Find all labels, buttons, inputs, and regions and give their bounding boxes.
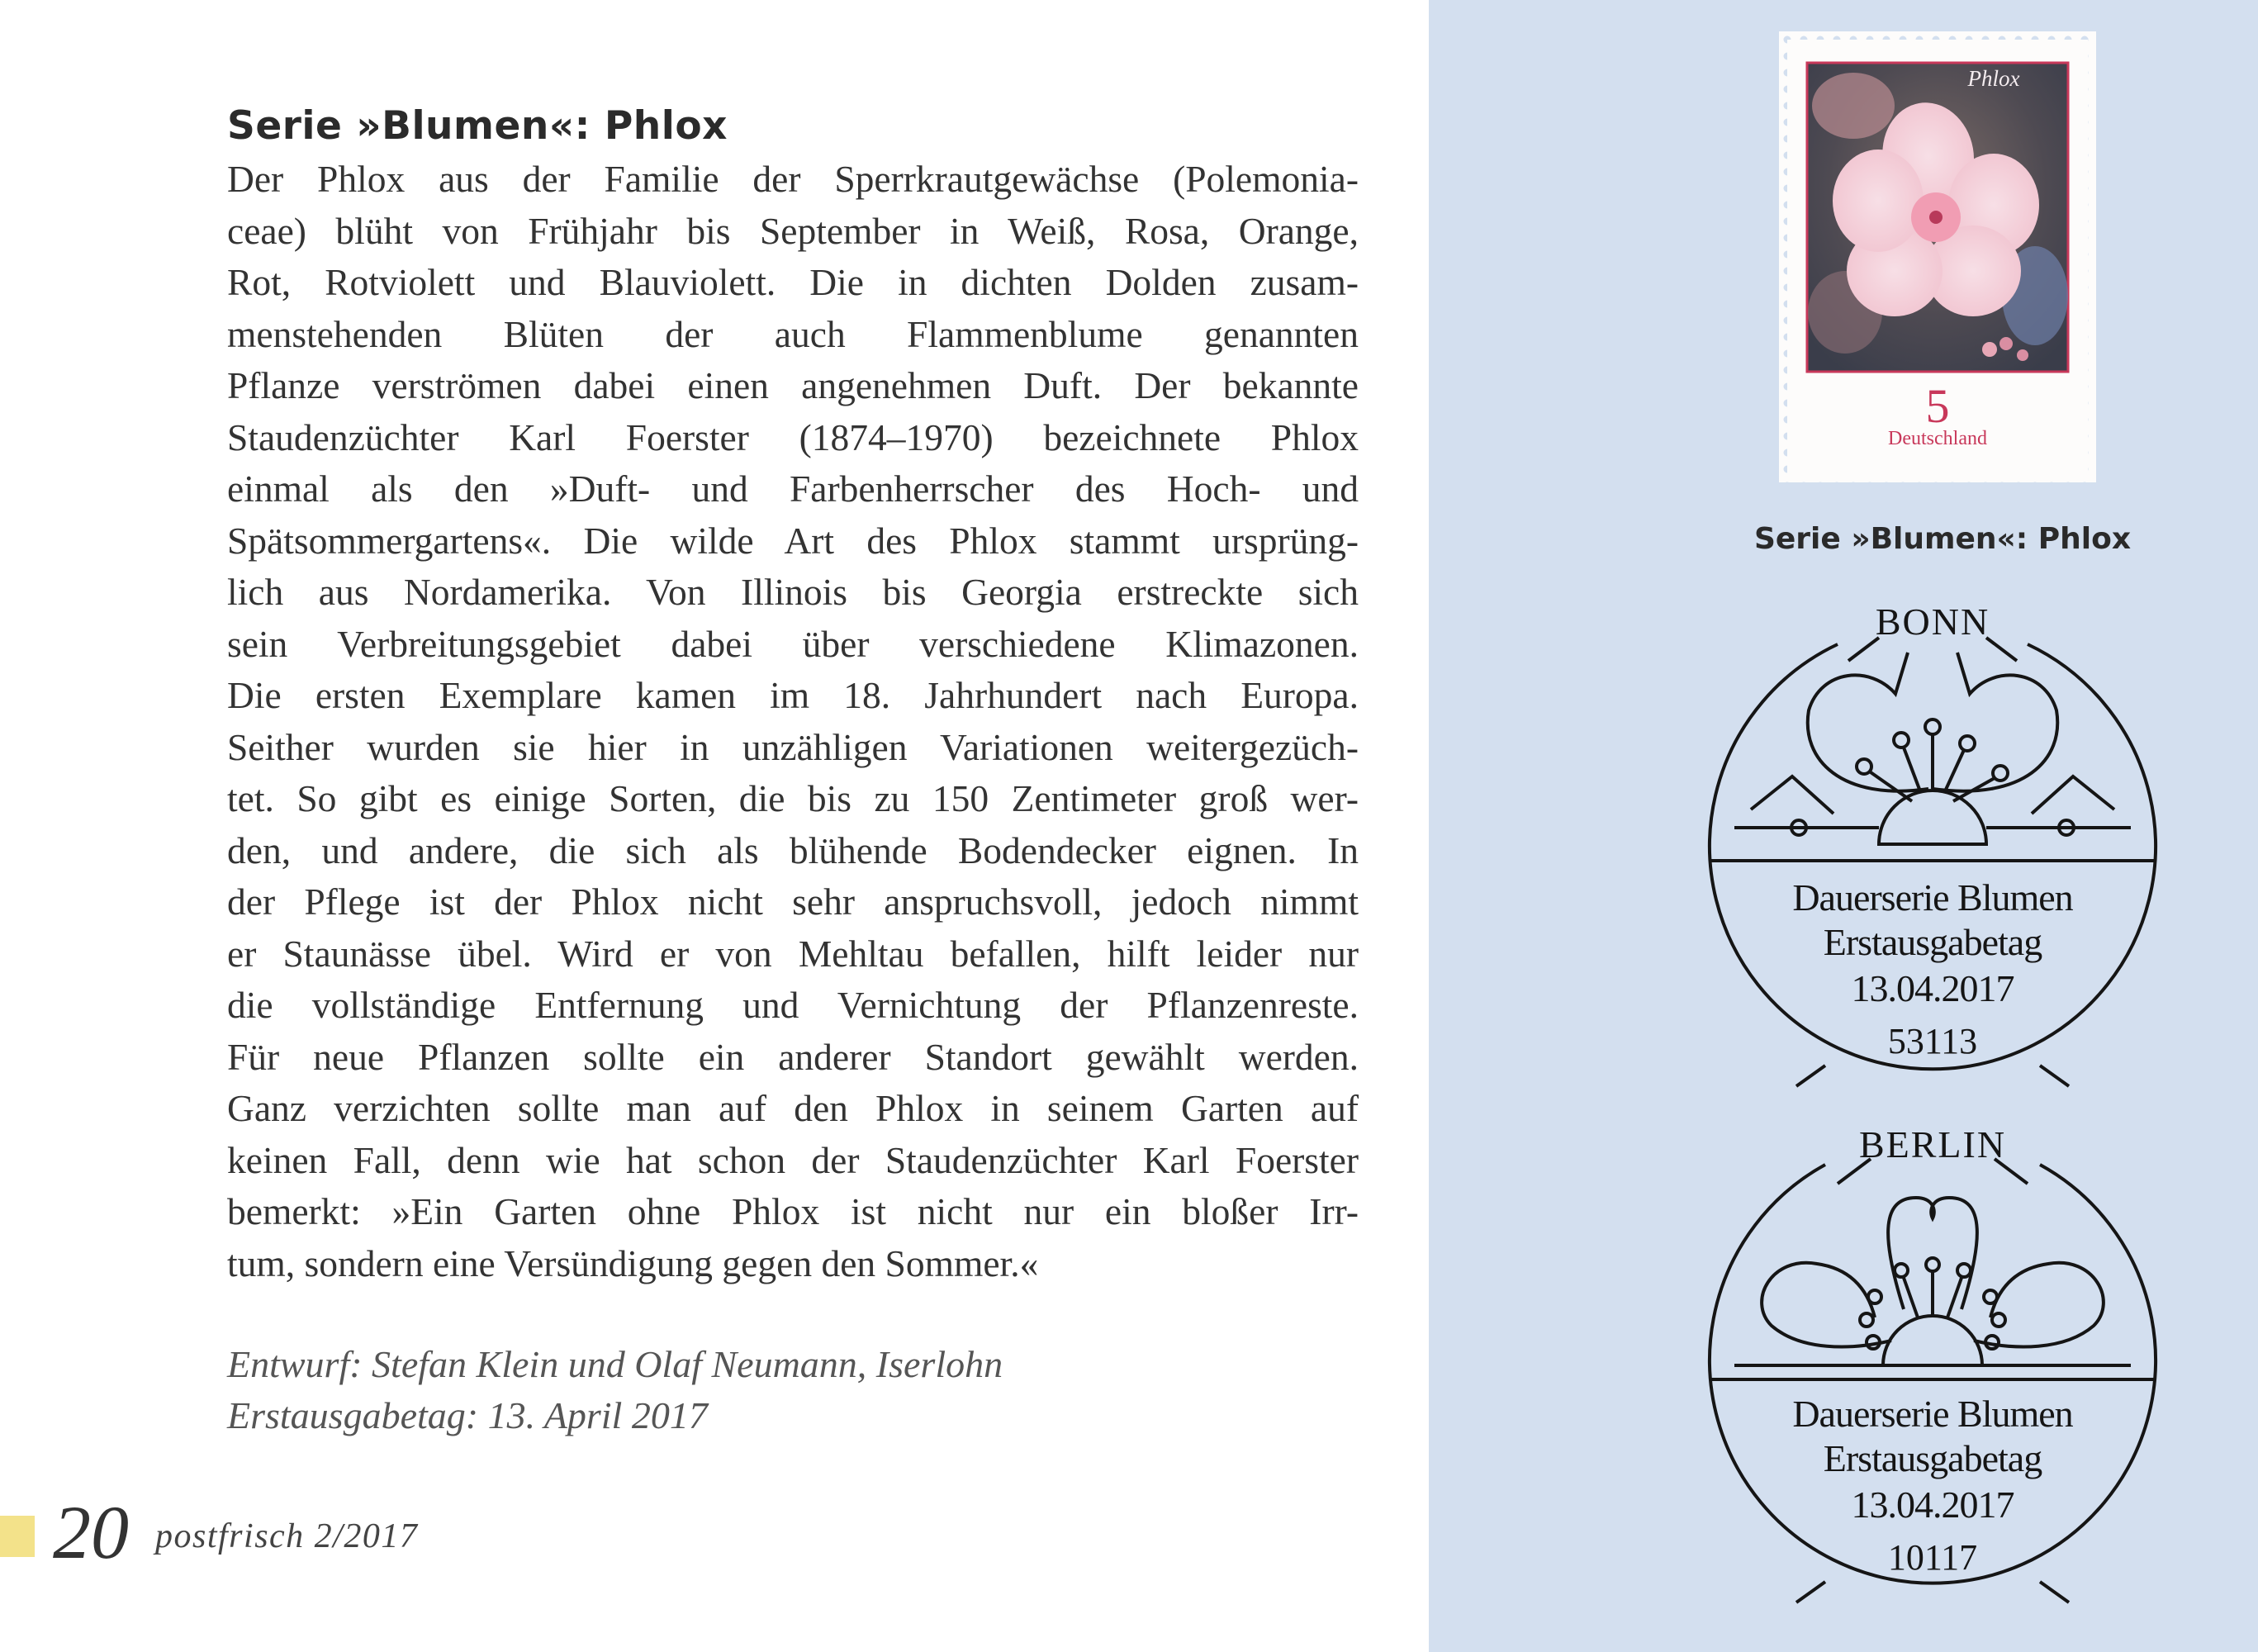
article-line: Der Phlox aus der Familie der Sperrkrautgewächse (Polemonia-: [227, 158, 1359, 200]
article-line: sein Verbreitungsgebiet dabei über verschiedene Klimazonen.: [227, 622, 1359, 665]
issue-date: Erstausgabetag: 13. April 2017: [227, 1394, 708, 1436]
article-line: keinen Fall, denn wie hat schon der Staudenzüchter Karl Foerster: [227, 1138, 1359, 1181]
article-line: Für neue Pflanzen sollte ein anderer Standort gewählt werden.: [227, 1035, 1359, 1078]
article-title: Serie »Blumen«: Phlox: [227, 103, 728, 149]
article-line: Pflanze verströmen dabei einen angenehmen Duft. Der bekannte: [227, 364, 1359, 406]
postmark-bonn: [1701, 603, 2164, 1099]
article-line: den, und andere, die sich als blühende Bodendecker eignen. In: [227, 828, 1359, 871]
postmark-event: Erstausgabetag: [1823, 1437, 2042, 1479]
stamp: [1779, 31, 2096, 482]
postmark-city: BERLIN: [1858, 1123, 2007, 1165]
article-line: Spätsommergartens«. Die wilde Art des Phlox stammt ursprüng-: [227, 519, 1359, 562]
design-credit: Entwurf: Stefan Klein und Olaf Neumann, Iserlohn: [227, 1343, 1003, 1385]
postmark-series: Dauerserie Blumen: [1792, 1393, 2073, 1435]
postmark-date: 13.04.2017: [1851, 967, 2014, 1009]
postmark-series: Dauerserie Blumen: [1792, 876, 2073, 919]
postmark-date: 13.04.2017: [1851, 1483, 2014, 1526]
stamp-flower-name: Phlox: [1967, 66, 2020, 91]
article-line: menstehenden Blüten der auch Flammenblume genannten: [227, 312, 1359, 355]
article-line: Die ersten Exemplare kamen im 18. Jahrhundert nach Europa.: [227, 674, 1359, 716]
postmark-berlin: [1701, 1119, 2164, 1615]
phlox-outline-icon: [1734, 1198, 2131, 1365]
stamp-caption: Serie »Blumen«: Phlox: [1753, 522, 2132, 556]
postmark-event: Erstausgabetag: [1823, 921, 2042, 963]
postmark-zip: 10117: [1887, 1537, 1978, 1578]
article-line: er Staunässe übel. Wird er von Mehltau befallen, hilft leider nur: [227, 932, 1359, 975]
article-line: der Pflege ist der Phlox nicht sehr anspruchsvoll, jedoch nimmt: [227, 881, 1359, 923]
article-line: tet. So gibt es einige Sorten, die bis zu 150 Zentimeter groß wer-: [227, 777, 1359, 819]
article: [227, 103, 1359, 1441]
article-line: Ganz verzichten sollte man auf den Phlox in seinem Garten auf: [227, 1087, 1359, 1129]
page-number: 20: [53, 1490, 129, 1574]
article-line: einmal als den »Duft- und Farbenherrscher des Hoch- und: [227, 468, 1359, 510]
article-body: [227, 154, 1359, 1289]
magazine-issue: postfrisch 2/2017: [155, 1517, 419, 1555]
folio-accent-bar: [0, 1516, 35, 1557]
page-footer: [0, 1487, 578, 1578]
article-line: tum, sondern eine Versündigung gegen den Sommer.«: [227, 1241, 1039, 1284]
credits: [227, 1339, 1359, 1441]
article-line: die vollständige Entfernung und Vernichtung der Pflanzenreste.: [227, 984, 1359, 1026]
stamp-country: Deutschland: [1888, 428, 1987, 449]
article-line: Seither wurden sie hier in unzähligen Variationen weitergezüch-: [227, 725, 1359, 768]
article-line: Rot, Rotviolett und Blauviolett. Die in dichten Dolden zusam-: [227, 261, 1359, 303]
article-line: lich aus Nordamerika. Von Illinois bis Georgia erstreckte sich: [227, 571, 1359, 613]
phlox-outline-icon: [1734, 653, 2131, 844]
postmark-zip: 53113: [1887, 1021, 1978, 1061]
article-line: ceae) blüht von Frühjahr bis September in Weiß, Rosa, Orange,: [227, 209, 1359, 252]
article-line: Staudenzüchter Karl Foerster (1874–1970) bezeichnete Phlox: [227, 415, 1359, 458]
stamp-value: 5: [1925, 379, 1950, 433]
article-line: bemerkt: »Ein Garten ohne Phlox ist nicht nur ein bloßer Irr-: [227, 1190, 1359, 1232]
postmark-city: BONN: [1875, 601, 1990, 643]
